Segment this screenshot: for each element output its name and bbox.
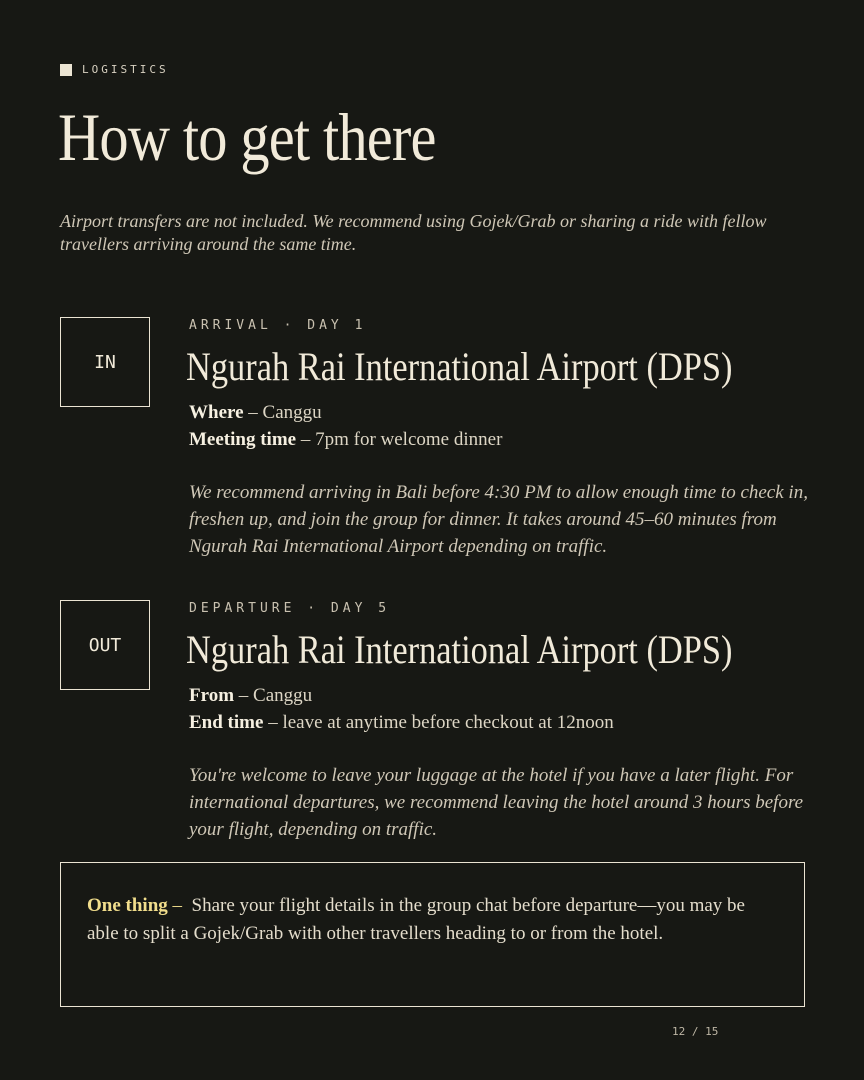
departure-info [189,682,809,736]
intro-text: Airport transfers are not included. We recommend using Gojek/Grab or sharing a ride with fellow travellers arriving around the same time. [60,211,767,254]
arrival-info [189,399,809,453]
tip-callout [60,862,805,1007]
departure-end-time [189,709,809,736]
arrival-badge: IN [60,317,150,407]
callout-dash: – [172,895,183,916]
departure-from-key: From [189,685,235,706]
arrival-airport: Ngurah Rai International Airport (DPS) [186,344,733,389]
departure-content [186,600,809,843]
arrival-where-key: Where [189,402,244,423]
departure-end-value: – leave at anytime before checkout at 12noon [268,712,614,733]
arrival-meeting-key: Meeting time [189,429,297,450]
arrival-meeting-time [189,426,809,453]
callout-text: Share your flight details in the group chat before departure—you may be able to split a Gojek/Grab with other travellers heading to or from the hotel. [87,895,745,944]
arrival-where [189,399,809,426]
departure-note: You're welcome to leave your luggage at the hotel if you have a later flight. For international departures, we recommend leaving the hotel around 3 hours before your flight, depending on traffic. [189,765,804,840]
eyebrow-label: LOGISTICS [82,63,169,76]
departure-from-value: – Canggu [238,685,313,706]
arrival-label: ARRIVAL · DAY 1 [189,318,367,333]
arrival-content [186,317,809,560]
square-icon [60,64,72,76]
departure-from [189,682,809,709]
section-eyebrow [60,63,169,76]
page-number: 12 / 15 [672,1025,719,1038]
arrival-where-value: – Canggu [248,402,322,423]
page-title: How to get there [58,99,436,175]
departure-end-key: End time [189,712,264,733]
departure-badge: OUT [60,600,150,690]
departure-airport: Ngurah Rai International Airport (DPS) [186,627,733,672]
arrival-note: We recommend arriving in Bali before 4:30 PM to allow enough time to check in, freshen up, and join the group for dinner. It takes around 45–60 minutes from Ngurah Rai International Airport depending on traffic. [189,482,808,557]
departure-label: DEPARTURE · DAY 5 [189,601,391,616]
arrival-meeting-value: – 7pm for welcome dinner [300,429,503,450]
callout-highlight: One thing [87,895,168,916]
